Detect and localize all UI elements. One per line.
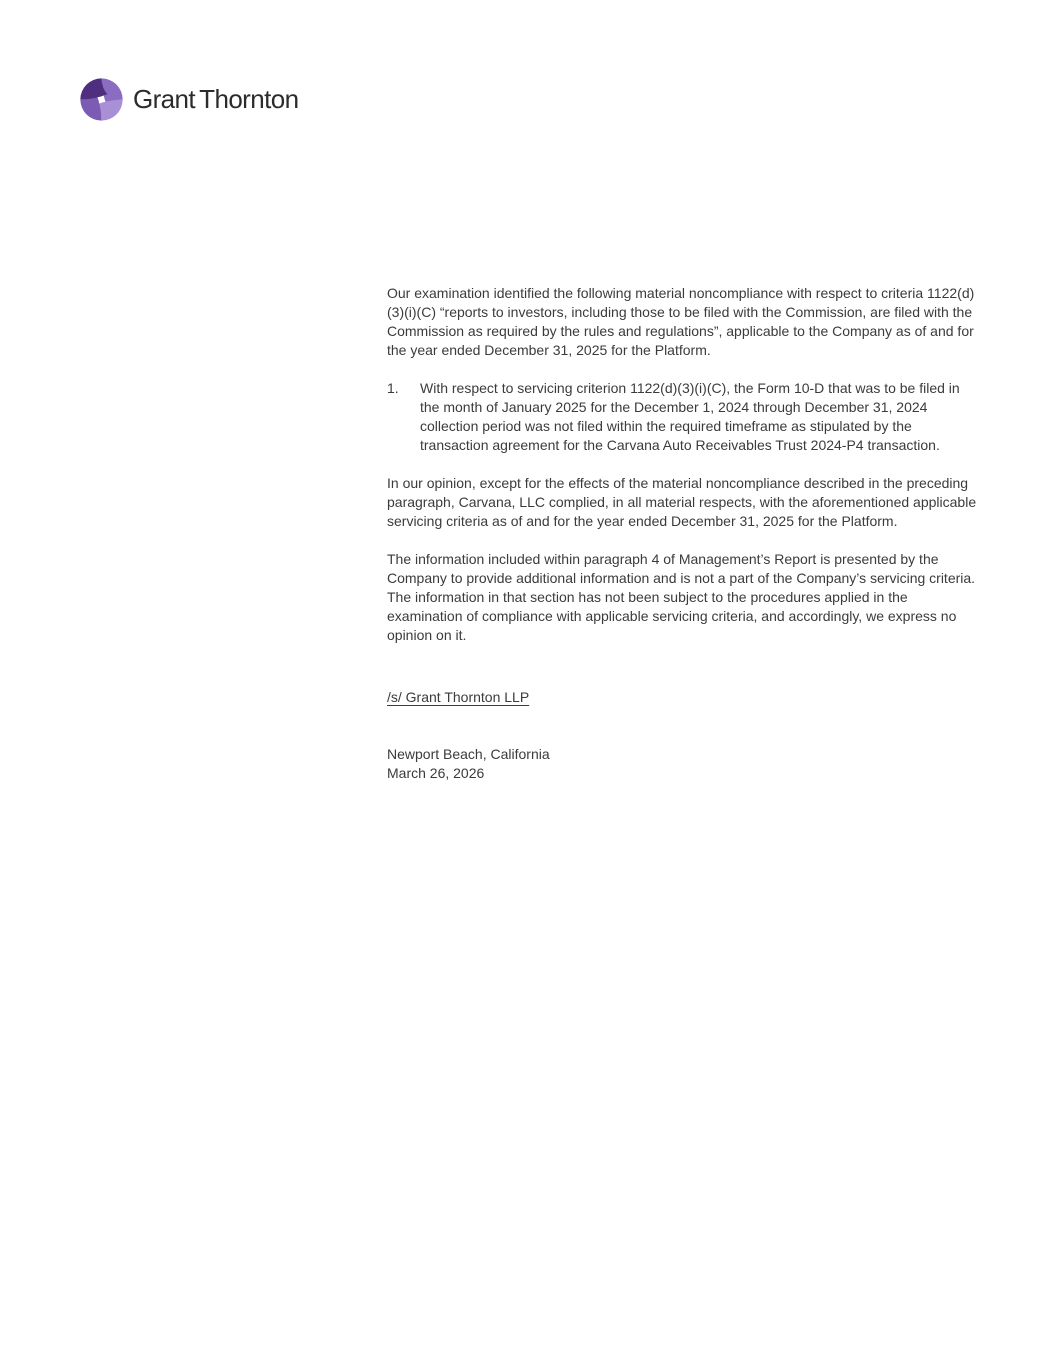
paragraph-noncompliance-intro: Our examination identified the following material noncompliance with respect to criteria 1122(d)(3)(i)(C) “reports to investors, including those to be filed with the Commission, are filed with the Commission as required by the rules and regulations”, applicable to the Company as of and for the year ended December 31, 2025 for the Platform. [387,285,975,358]
letter-body [387,284,979,783]
logo-wordmark: Grant Thornton [133,84,299,114]
closing-block [387,745,979,783]
list-item-number: 1. [387,380,399,396]
list-item-text: With respect to servicing criterion 1122(d)(3)(i)(C), the Form 10-D that was to be filed in the month of January 2025 for the December 1, 2024 through December 31, 2024 collection period was not filed within the required timeframe as stipulated by the transaction agreement for the Carvana Auto Receivables Trust 2024-P4 transaction. [420,380,960,453]
list-item-1 [387,379,979,455]
paragraph-additional-info: The information included within paragraph 4 of Management’s Report is presented by the Company to provide additional information and is not a part of the Company’s servicing criteria. The information in that section has not been subject to the procedures applied in the examination of compliance with applicable servicing criteria, and accordingly, we express no opinion on it. [387,551,976,643]
grant-thornton-logo [79,77,298,122]
gt-gyre-icon [79,77,124,122]
closing-location: Newport Beach, California [387,746,550,762]
paragraph-opinion: In our opinion, except for the effects of the material noncompliance described in the preceding paragraph, Carvana, LLC complied, in all material respects, with the aforementioned applicable servicing criteria as of and for the year ended December 31, 2025 for the Platform. [387,475,977,529]
signature-line: /s/ Grant Thornton LLP [387,689,530,705]
closing-date: March 26, 2026 [387,765,485,781]
